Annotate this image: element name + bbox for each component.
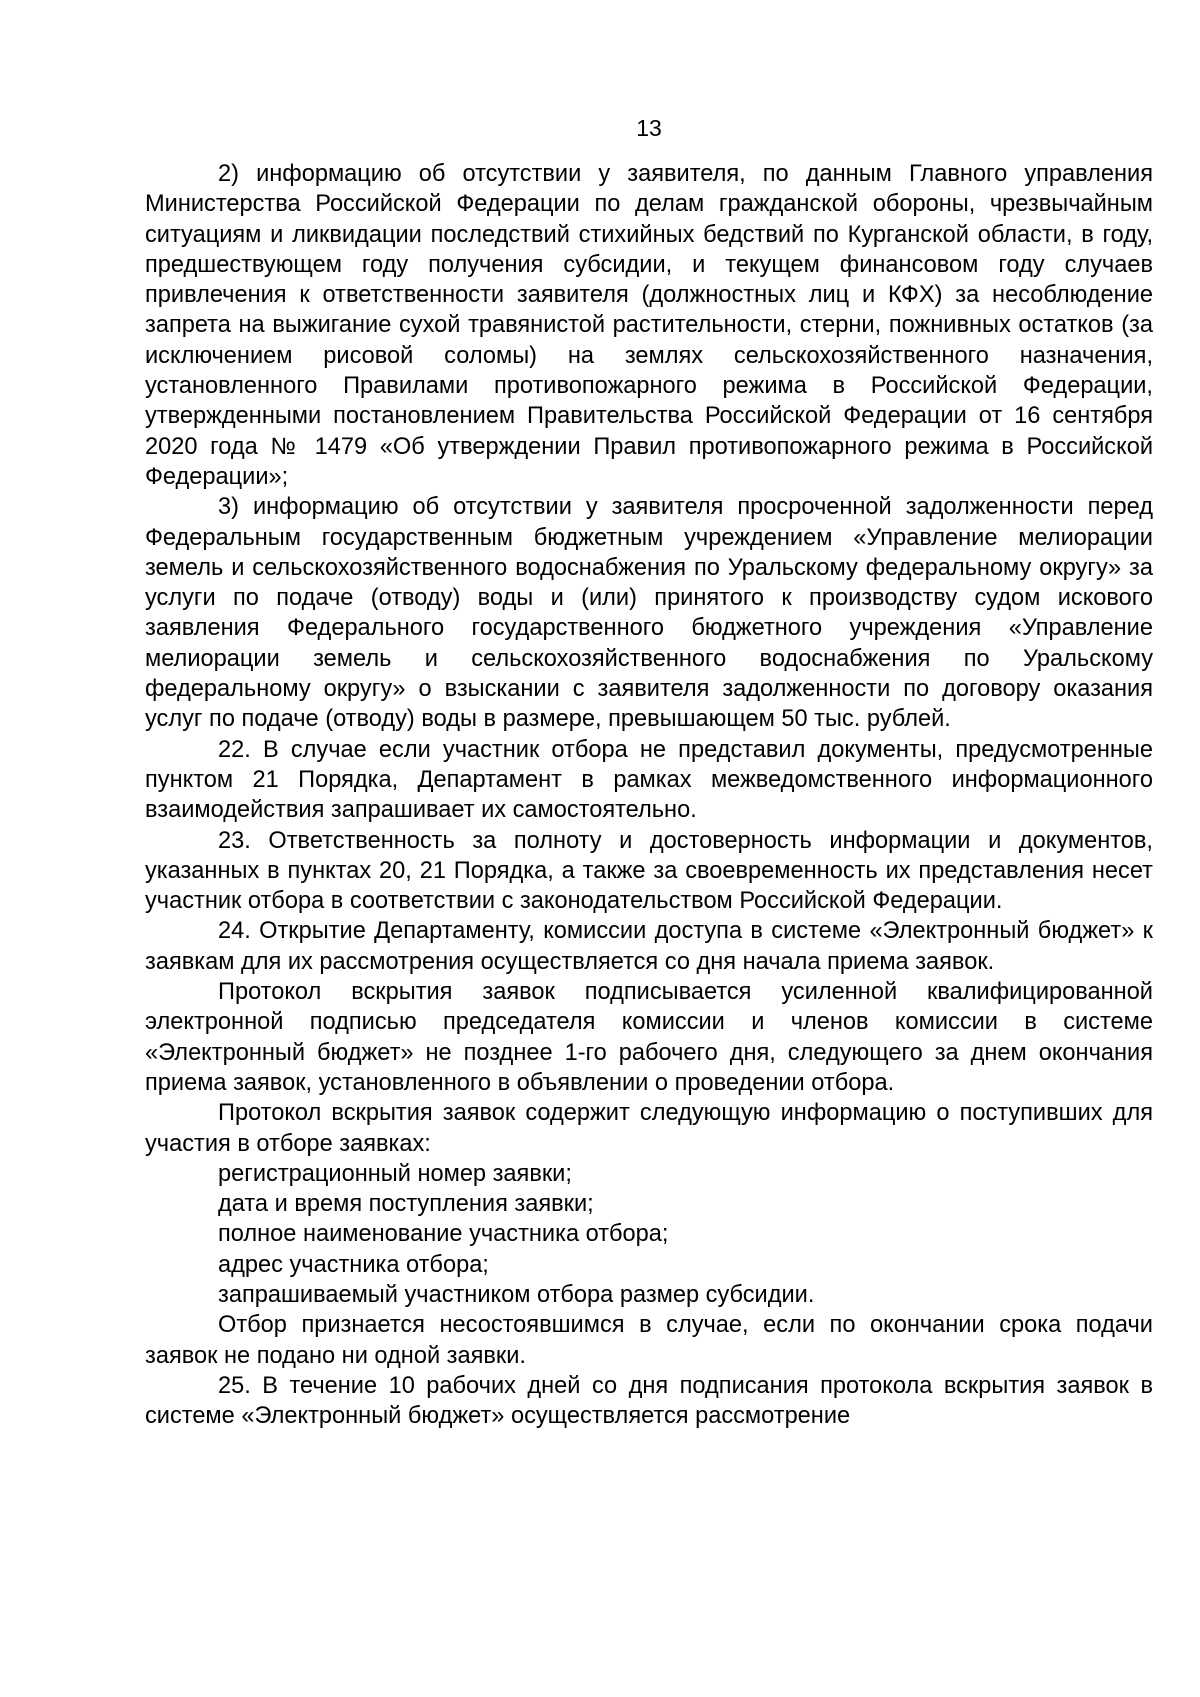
list-item-subsidy-amount: запрашиваемый участником отбора размер субсидии. [218,1281,815,1308]
paragraph-clause-25: 25. В течение 10 рабочих дней со дня подписания протокола вскрытия заявок в системе «Электронный бюджет» осуществляется рассмотрение [145,1372,1153,1430]
page-number: 13 [636,115,662,141]
list-item-participant-address: адрес участника отбора; [218,1251,489,1278]
paragraph-selection-failed: Отбор признается несостоявшимся в случае, если по окончании срока подачи заявок не подано ни одной заявки. [145,1312,1153,1369]
list-item-participant-name: полное наименование участника отбора; [218,1221,669,1248]
list-item-receipt-datetime: дата и время поступления заявки; [218,1191,594,1218]
list-item-registration-number: регистрационный номер заявки; [218,1160,572,1187]
paragraph-clause-22: 22. В случае если участник отбора не представил документы, предусмотренные пунктом 21 Порядка, Департамент в рамках межведомственного информационного взаимодействия запрашивает их самостоятельно. [145,736,1153,824]
paragraph-item-2: 2) информацию об отсутствии у заявителя, по данным Главного управления Министерства Российской Федерации по делам гражданской обороны, чрезвычайным ситуациям и ликвидации последствий стихийных бедствий по Курганской области, в году, предшествующем году получения субсидии, и текущем финансовом году случаев привлечения к ответственности заявителя (должностных лиц и КФХ) за несоблюдение запрета на выжигание сухой травянистой растительности, стерни, пожнивных остатков (за исключением рисовой соломы) на землях сельскохозяйственного назначения, установленного Правилами противопожарного режима в Российской Федерации, утвержденными постановлением Правительства Российской Федерации от 16 сентября 2020 года № 1479 «Об утверждении Правил противопожарного режима в Российской Федерации»; [145,161,1153,490]
paragraph-clause-24: 24. Открытие Департаменту, комиссии доступа в системе «Электронный бюджет» к заявкам для их рассмотрения осуществляется со дня начала приема заявок. [145,918,1153,975]
paragraph-item-3: 3) информацию об отсутствии у заявителя просроченной задолженности перед Федеральным государственным бюджетным учреждением «Управление мелиорации земель и сельскохозяйственного водоснабжения по Уральскому федеральному округу» за услуги по подаче (отводу) воды и (или) принятого к производству судом искового заявления Федерального государственного бюджетного учреждения «Управление мелиорации земель и сельскохозяйственного водоснабжения по Уральскому федеральному округу» о взыскании с заявителя задолженности по договору оказания услуг по подаче (отводу) воды в размере, превышающем 50 тыс. рублей. [145,494,1153,733]
paragraph-protocol-signing: Протокол вскрытия заявок подписывается усиленной квалифицированной электронной подписью председателя комиссии и членов комиссии в системе «Электронный бюджет» не позднее 1-го рабочего дня, следующего за днем окончания приема заявок, установленного в объявлении о проведении отбора. [145,979,1153,1096]
document-body [145,159,1153,1431]
paragraph-clause-23: 23. Ответственность за полноту и достоверность информации и документов, указанных в пунктах 20, 21 Порядка, а также за своевременность их представления несет участник отбора в соответствии с законодательством Российской Федерации. [145,827,1153,915]
paragraph-protocol-contents: Протокол вскрытия заявок содержит следующую информацию о поступивших для участия в отборе заявках: [145,1100,1153,1157]
